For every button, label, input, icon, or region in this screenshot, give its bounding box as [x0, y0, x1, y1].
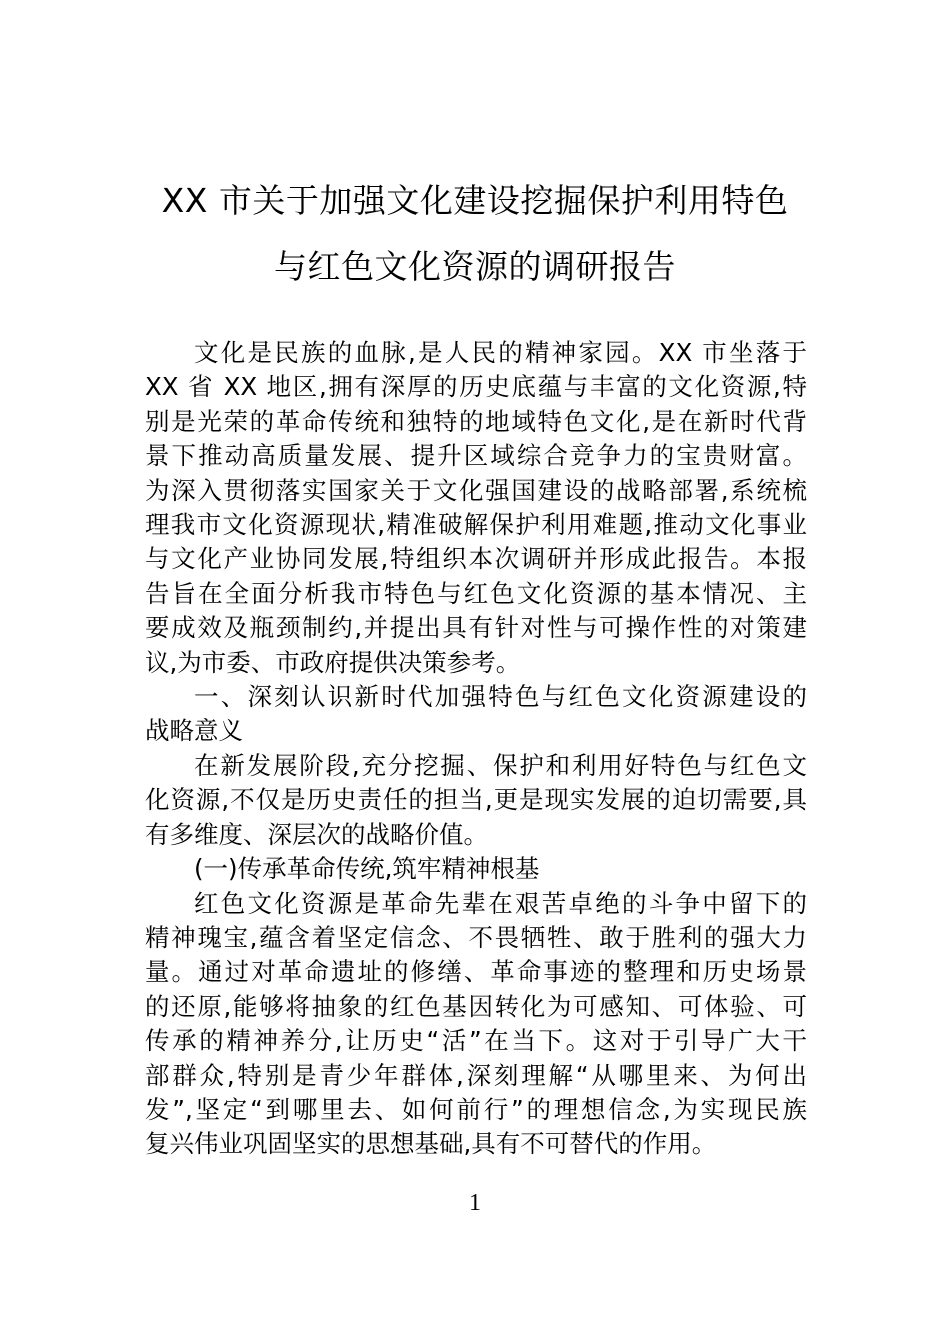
title-line: 与红色文化资源的调研报告	[274, 247, 676, 286]
text-line: 化资源,不仅是历史责任的担当,更是现实发展的迫切需要,具	[145, 785, 807, 815]
text-line: 议,为市委、市政府提供决策参考。	[145, 647, 521, 677]
text-line: 战略意义	[145, 716, 243, 746]
text-line: 部群众,特别是青少年群体,深刻理解“从哪里来、为何出	[145, 1060, 807, 1090]
text-line: 文化是民族的血脉,是人民的精神家园。XX 市坐落于	[194, 338, 807, 367]
text-line: 红色文化资源是革命先辈在艰苦卓绝的斗争中留下的	[194, 888, 807, 918]
text-line: 告旨在全面分析我市特色与红色文化资源的基本情况、主	[145, 578, 807, 608]
title-line: XX 市关于加强文化建设挖掘保护利用特色	[161, 181, 789, 220]
subsection-paragraph	[145, 887, 807, 1162]
text-line: 别是光荣的革命传统和独特的地域特色文化,是在新时代背	[145, 406, 807, 436]
text-line: 精神瑰宝,蕴含着坚定信念、不畏牺牲、敢于胜利的强大力	[145, 922, 807, 952]
text-line: (一)传承革命传统,筑牢精神根基	[194, 854, 540, 884]
text-line: 发”,坚定“到哪里去、如何前行”的理想信念,为实现民族	[145, 1094, 807, 1124]
page-number: 1	[469, 1190, 481, 1216]
text-line: 有多维度、深层次的战略价值。	[145, 819, 488, 849]
text-line: 在新发展阶段,充分挖掘、保护和利用好特色与红色文	[194, 750, 807, 780]
text-line: 与文化产业协同发展,特组织本次调研并形成此报告。本报	[145, 544, 807, 574]
text-line: 复兴伟业巩固坚实的思想基础,具有不可替代的作用。	[145, 1129, 717, 1159]
document-body	[145, 336, 807, 1162]
text-line: 一、深刻认识新时代加强特色与红色文化资源建设的	[194, 682, 807, 712]
text-line: 要成效及瓶颈制约,并提出具有针对性与可操作性的对策建	[145, 613, 807, 643]
subsection-heading	[145, 852, 807, 886]
section-heading	[145, 680, 807, 749]
text-line: 景下推动高质量发展、提升区域综合竞争力的宝贵财富。	[145, 441, 807, 471]
text-line: 理我市文化资源现状,精准破解保护利用难题,推动文化事业	[145, 510, 807, 540]
text-line: 量。通过对革命遗址的修缮、革命事迹的整理和历史场景	[145, 957, 807, 987]
intro-paragraph	[145, 336, 807, 680]
section-paragraph	[145, 749, 807, 852]
text-line: 的还原,能够将抽象的红色基因转化为可感知、可体验、可	[145, 991, 807, 1021]
text-line: 为深入贯彻落实国家关于文化强国建设的战略部署,系统梳	[145, 475, 807, 505]
text-line: 传承的精神养分,让历史“活”在当下。这对于引导广大干	[145, 1026, 807, 1056]
document-title	[140, 168, 810, 300]
text-line: XX 省 XX 地区,拥有深厚的历史底蕴与丰富的文化资源,特	[145, 372, 807, 402]
